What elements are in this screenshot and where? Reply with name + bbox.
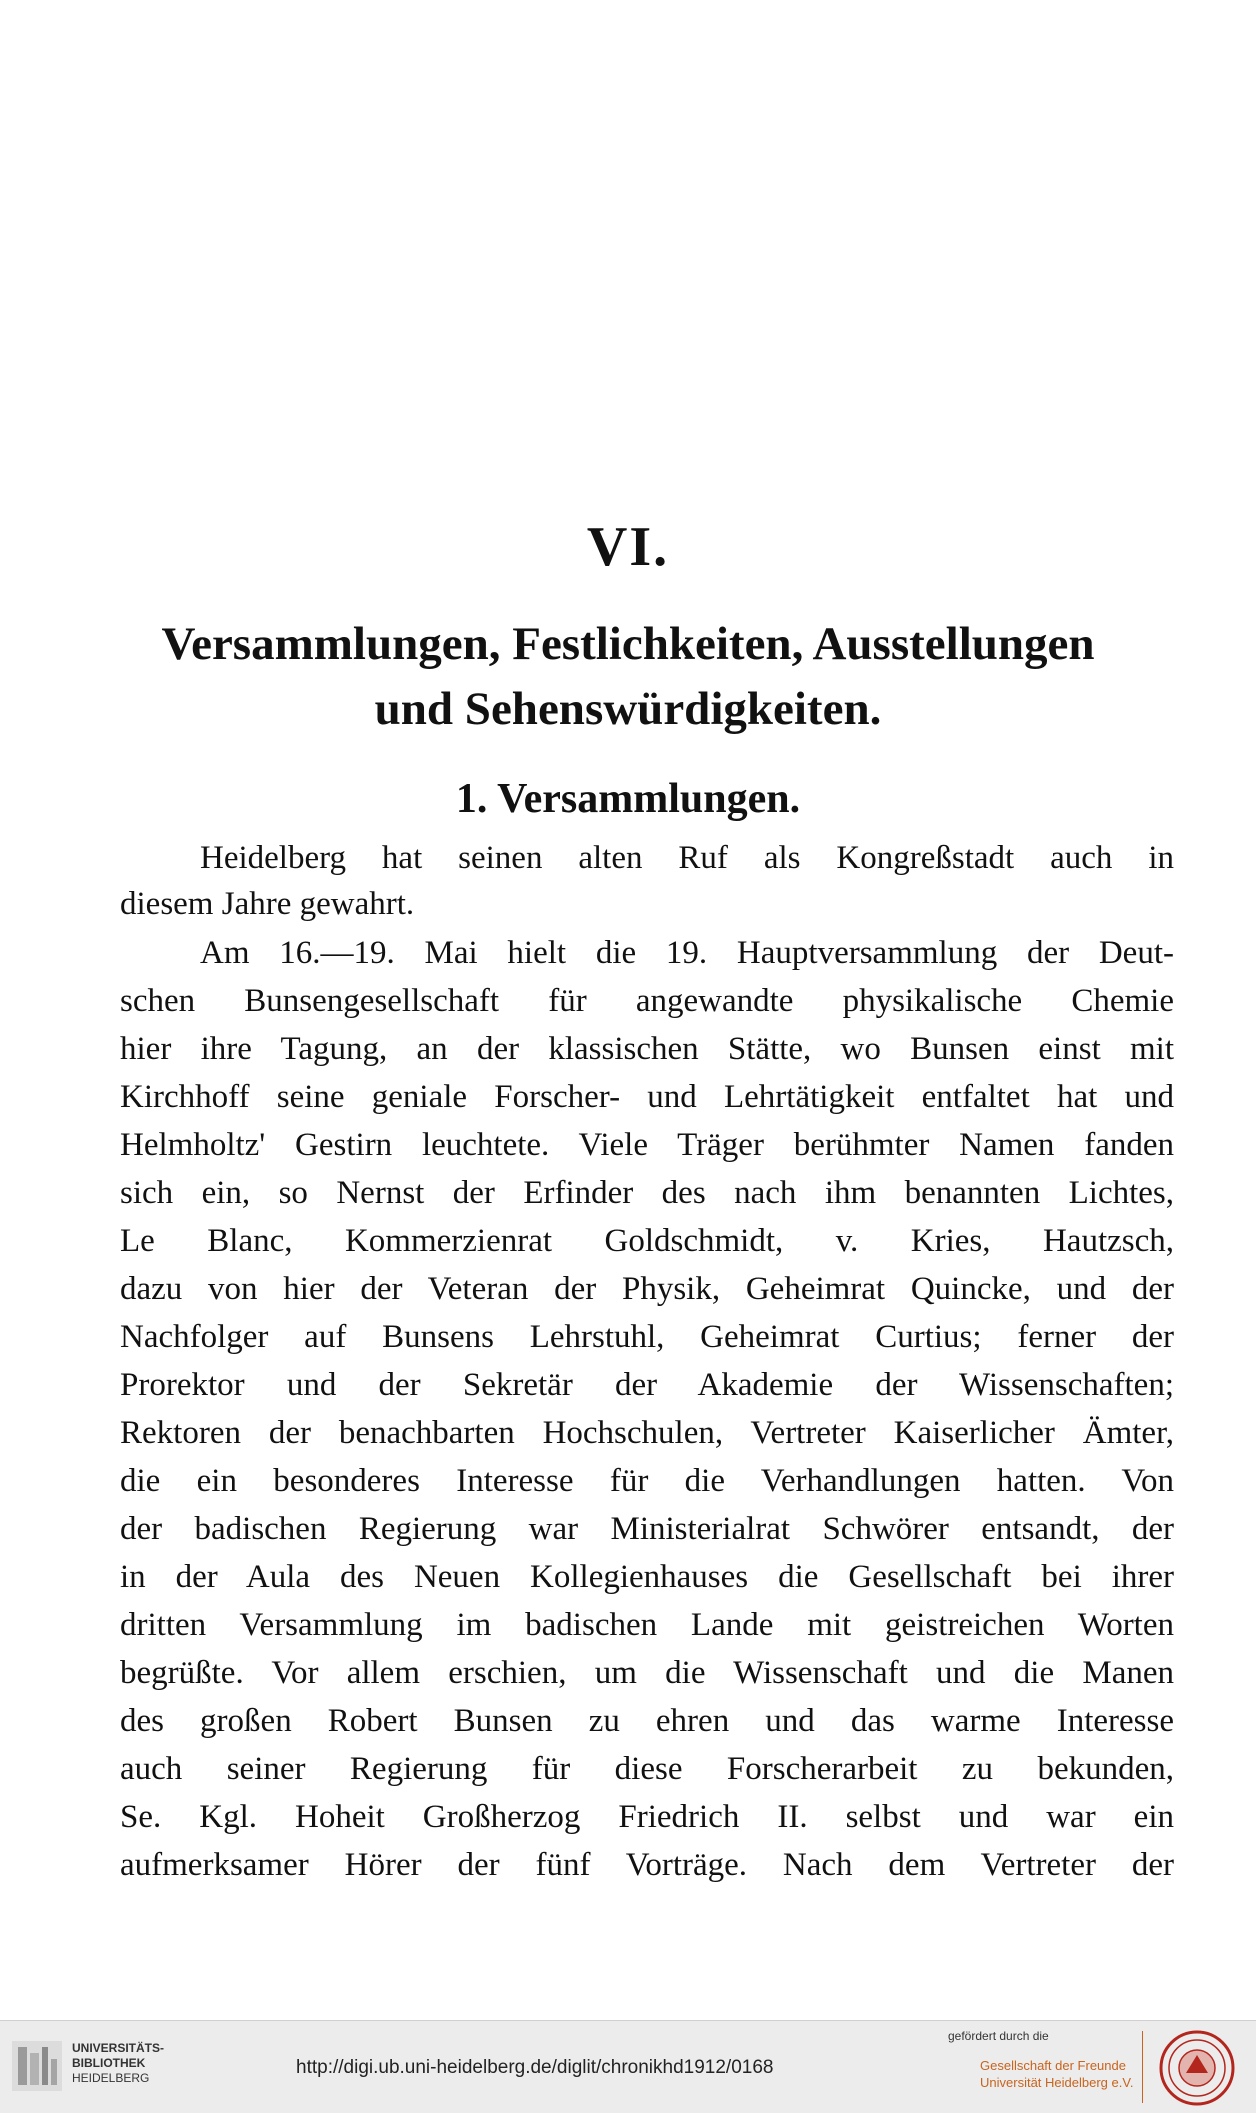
body-line: Nachfolger auf Bunsens Lehrstuhl, Geheimrat Curtius; ferner der <box>120 1319 1174 1355</box>
footer-bar <box>0 2020 1256 2113</box>
footer-divider <box>1142 2031 1143 2103</box>
library-logo-icon <box>10 2039 64 2093</box>
body-line: hier ihre Tagung, an der klassischen Stätte, wo Bunsen einst mit <box>120 1031 1174 1067</box>
body-line: Se. Kgl. Hoheit Großherzog Friedrich II. selbst und war ein <box>120 1799 1174 1835</box>
library-name-line-2: BIBLIOTHEK <box>72 2056 146 2070</box>
sponsor-name <box>980 2057 1133 2091</box>
body-line: auch seiner Regierung für diese Forscherarbeit zu bekunden, <box>120 1751 1174 1787</box>
body-line: begrüßte. Vor allem erschien, um die Wissenschaft und die Manen <box>120 1655 1174 1691</box>
body-line: diesem Jahre gewahrt. <box>120 886 415 922</box>
body-line: die ein besonderes Interesse für die Verhandlungen hatten. Von <box>120 1463 1174 1499</box>
body-line: sich ein, so Nernst der Erfinder des nach ihm benannten Lichtes, <box>120 1175 1174 1211</box>
university-seal-icon <box>1158 2029 1236 2107</box>
body-line: Kirchhoff seine geniale Forscher- und Lehrtätigkeit entfaltet hat und <box>120 1079 1174 1115</box>
body-line: Helmholtz' Gestirn leuchtete. Viele Träger berühmter Namen fanden <box>120 1127 1174 1163</box>
body-line: Rektoren der benachbarten Hochschulen, Vertreter Kaiserlicher Ämter, <box>120 1415 1174 1451</box>
body-line: schen Bunsengesellschaft für angewandte physikalische Chemie <box>120 983 1174 1019</box>
chapter-number: VI. <box>586 516 670 578</box>
library-name-line-1: UNIVERSITÄTS- <box>72 2041 165 2055</box>
chapter-title-line-1: Versammlungen, Festlichkeiten, Ausstellungen <box>161 618 1095 670</box>
sponsor-name-line-2: Universität Heidelberg e.V. <box>980 2075 1134 2090</box>
sponsor-name-line-1: Gesellschaft der Freunde <box>980 2058 1126 2073</box>
body-line: dazu von hier der Veteran der Physik, Geheimrat Quincke, und der <box>120 1271 1174 1307</box>
body-line: in der Aula des Neuen Kollegienhauses die Gesellschaft bei ihrer <box>120 1559 1174 1595</box>
funded-by-label: gefördert durch die <box>948 2029 1049 2043</box>
body-line: Le Blanc, Kommerzienrat Goldschmidt, v. Kries, Hautzsch, <box>120 1223 1174 1259</box>
body-line: der badischen Regierung war Ministerialrat Schwörer entsandt, der <box>120 1511 1174 1547</box>
body-line: des großen Robert Bunsen zu ehren und das warme Interesse <box>120 1703 1174 1739</box>
body-line: aufmerksamer Hörer der fünf Vorträge. Nach dem Vertreter der <box>120 1847 1174 1883</box>
body-line: Prorektor und der Sekretär der Akademie der Wissenschaften; <box>120 1367 1174 1403</box>
permalink-url[interactable]: http://digi.ub.uni-heidelberg.de/diglit/chronikhd1912/0168 <box>296 2057 774 2078</box>
body-line: Heidelberg hat seinen alten Ruf als Kongreßstadt auch in <box>200 840 1174 876</box>
chapter-title <box>100 612 1156 742</box>
body-line: dritten Versammlung im badischen Lande mit geistreichen Worten <box>120 1607 1174 1643</box>
chapter-title-line-2: und Sehenswürdigkeiten. <box>374 683 882 735</box>
library-name <box>72 2041 164 2086</box>
library-name-line-3: HEIDELBERG <box>72 2071 150 2085</box>
section-heading: 1. Versammlungen. <box>455 776 801 822</box>
body-line: Am 16.—19. Mai hielt die 19. Hauptversammlung der Deut- <box>200 935 1174 971</box>
